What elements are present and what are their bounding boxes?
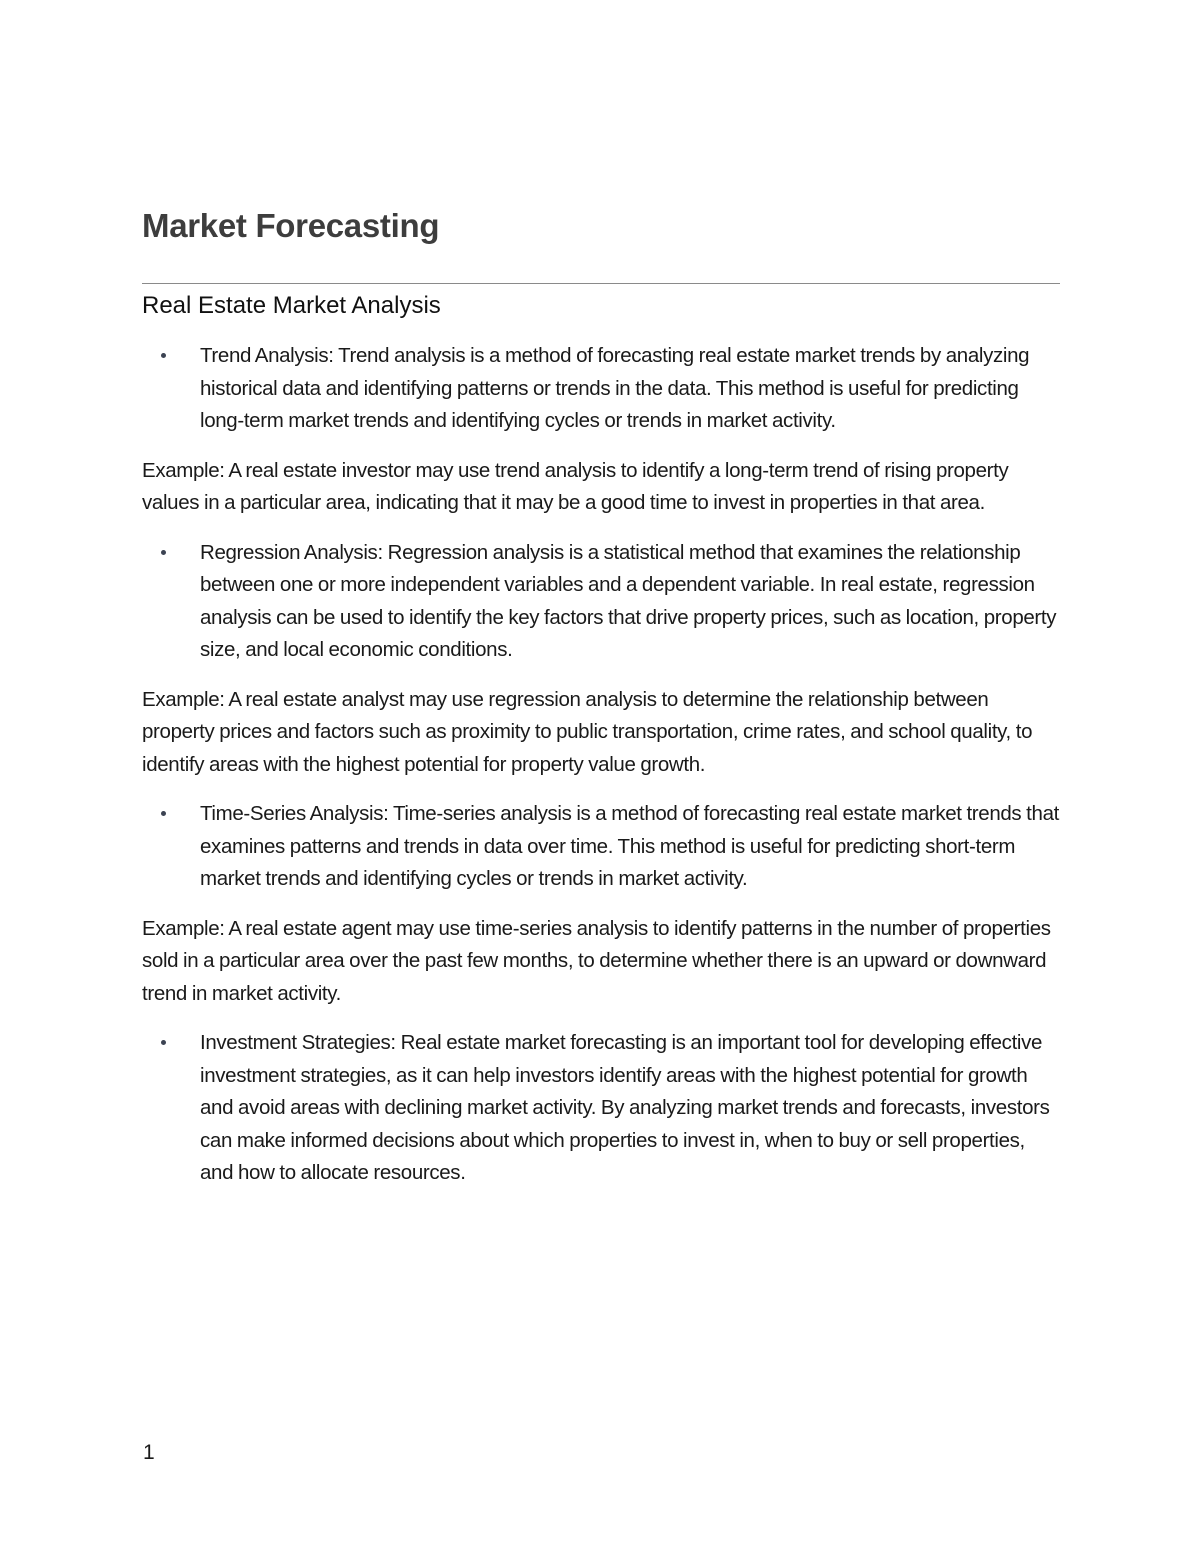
section-title: Real Estate Market Analysis <box>142 292 441 319</box>
bullet-item-trend-analysis <box>142 340 1060 438</box>
bullet-text: Investment Strategies: Real estate market forecasting is an important tool for developing effective investment strategies, as it can help investors identify areas with the highest potential for growth and avoid areas with declining market activity. By analyzing market trends and forecasts, investors can make informed decisions about which properties to invest in, when to buy or sell properties, and how to allocate resources. <box>200 1031 1050 1184</box>
page-number: 1 <box>143 1441 155 1464</box>
bullet-text: Trend Analysis: Trend analysis is a method of forecasting real estate market trends by analyzing historical data and identifying patterns or trends in the data. This method is useful for predicting long-term market trends and identifying cycles or trends in market activity. <box>200 344 1030 432</box>
example-paragraph-time-series: Example: A real estate agent may use time-series analysis to identify patterns in the number of properties sold in a particular area over the past few months, to determine whether there is an upward or downward trend in market activity. <box>142 916 1051 1005</box>
bullet-item-regression-analysis <box>142 537 1060 667</box>
bullet-icon <box>161 811 166 816</box>
bullet-text: Time-Series Analysis: Time-series analysis is a method of forecasting real estate market trends that examines patterns and trends in data over time. This method is useful for predicting short-term market trends and identifying cycles or trends in market activity. <box>200 802 1059 890</box>
document-body <box>142 340 1060 1207</box>
bullet-item-investment-strategies <box>142 1027 1060 1190</box>
example-paragraph-trend: Example: A real estate investor may use trend analysis to identify a long-term trend of rising property values in a particular area, indicating that it may be a good time to invest in properties in that area. <box>142 458 1009 514</box>
bullet-icon <box>161 1040 166 1045</box>
example-paragraph-regression: Example: A real estate analyst may use regression analysis to determine the relationship between property prices and factors such as proximity to public transportation, crime rates, and school quality, to identify areas with the highest potential for property value growth. <box>142 687 1033 776</box>
title-divider <box>142 283 1060 284</box>
bullet-item-time-series-analysis <box>142 798 1060 896</box>
bullet-text: Regression Analysis: Regression analysis is a statistical method that examines the relationship between one or more independent variables and a dependent variable. In real estate, regression analysis can be used to identify the key factors that drive property prices, such as location, property size, and local economic conditions. <box>200 540 1057 661</box>
page-title: Market Forecasting <box>142 207 440 244</box>
bullet-icon <box>161 550 166 555</box>
bullet-icon <box>161 353 166 358</box>
